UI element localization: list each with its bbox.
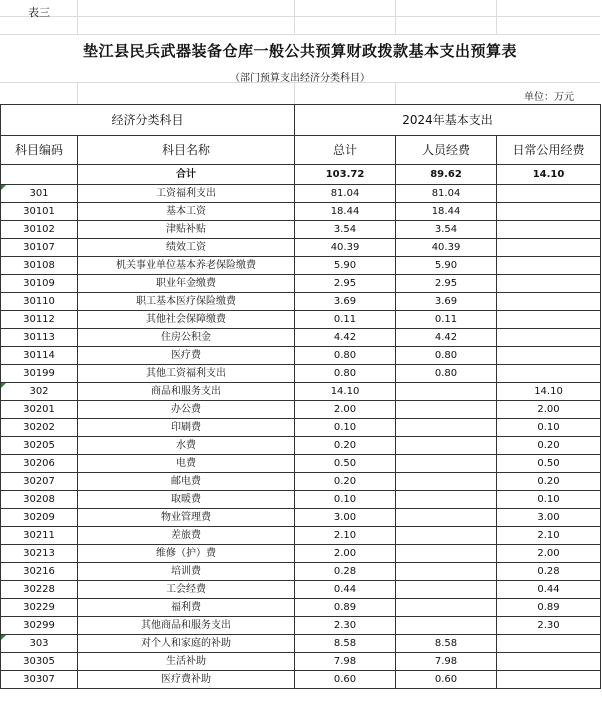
cell-name[interactable]: 工资福利支出 — [78, 185, 295, 203]
cell-public[interactable] — [497, 185, 601, 203]
cell-name[interactable]: 津贴补贴 — [78, 221, 295, 239]
cell-total[interactable]: 8.58 — [295, 635, 396, 653]
cell-name[interactable]: 工会经费 — [78, 581, 295, 599]
table-row — [1, 437, 601, 455]
table-row — [1, 293, 601, 311]
cell-code[interactable]: 30216 — [1, 563, 78, 581]
cell-name[interactable]: 住房公积金 — [78, 329, 295, 347]
page-title: 垫江县民兵武器装备仓库一般公共预算财政拨款基本支出预算表 — [82, 42, 517, 60]
table-row — [1, 671, 601, 689]
cell-personnel[interactable] — [396, 527, 497, 545]
cell-personnel[interactable] — [396, 455, 497, 473]
cell-total[interactable]: 3.54 — [295, 221, 396, 239]
table-row — [1, 491, 601, 509]
total-sum[interactable]: 103.72 — [295, 165, 396, 185]
cell-public[interactable]: 14.10 — [497, 383, 601, 401]
cell-public[interactable]: 2.30 — [497, 617, 601, 635]
cell-personnel[interactable] — [396, 383, 497, 401]
cell-public[interactable] — [497, 203, 601, 221]
cell-personnel[interactable]: 0.11 — [396, 311, 497, 329]
table-row — [1, 599, 601, 617]
cell-code[interactable]: 30110 — [1, 293, 78, 311]
cell-personnel[interactable] — [396, 473, 497, 491]
cell-total[interactable]: 0.89 — [295, 599, 396, 617]
cell-public[interactable]: 0.89 — [497, 599, 601, 617]
table-row — [1, 509, 601, 527]
header-basic-expenditure[interactable]: 2024年基本支出 — [295, 105, 601, 136]
cell-code[interactable]: 30101 — [1, 203, 78, 221]
cell-code[interactable]: 30228 — [1, 581, 78, 599]
header-public[interactable]: 日常公用经费 — [497, 136, 601, 165]
header-code[interactable]: 科目编码 — [1, 136, 78, 165]
cell-code[interactable]: 30205 — [1, 437, 78, 455]
cell-public[interactable] — [497, 329, 601, 347]
cell-personnel[interactable] — [396, 599, 497, 617]
cell-name[interactable]: 差旅费 — [78, 527, 295, 545]
cell-total[interactable]: 2.30 — [295, 617, 396, 635]
cell-personnel[interactable]: 5.90 — [396, 257, 497, 275]
cell-total[interactable]: 2.00 — [295, 401, 396, 419]
total-label[interactable]: 合计 — [78, 165, 295, 185]
cell-personnel[interactable] — [396, 419, 497, 437]
cell-code-text: 302 — [29, 385, 49, 397]
cell-total[interactable]: 0.60 — [295, 671, 396, 689]
cell-personnel[interactable]: 3.54 — [396, 221, 497, 239]
cell-public[interactable]: 0.50 — [497, 455, 601, 473]
cell-public[interactable] — [497, 257, 601, 275]
table-row — [1, 527, 601, 545]
cell-name[interactable]: 邮电费 — [78, 473, 295, 491]
table-row — [1, 239, 601, 257]
cell-personnel[interactable]: 3.69 — [396, 293, 497, 311]
cell-personnel[interactable] — [396, 563, 497, 581]
header-personnel[interactable]: 人员经费 — [396, 136, 497, 165]
cell-code[interactable]: 30102 — [1, 221, 78, 239]
table-row — [1, 563, 601, 581]
table-row — [1, 401, 601, 419]
cell-code-text: 303 — [29, 637, 49, 649]
cell-code[interactable] — [1, 635, 78, 653]
cell-public[interactable] — [497, 221, 601, 239]
cell-name[interactable]: 印刷费 — [78, 419, 295, 437]
cell-code[interactable]: 30229 — [1, 599, 78, 617]
budget-table — [0, 104, 601, 689]
cell-personnel[interactable] — [396, 581, 497, 599]
cell-personnel[interactable]: 8.58 — [396, 635, 497, 653]
cell-code[interactable]: 30213 — [1, 545, 78, 563]
cell-total[interactable]: 0.20 — [295, 437, 396, 455]
header-total[interactable]: 总计 — [295, 136, 396, 165]
cell-code[interactable]: 30201 — [1, 401, 78, 419]
cell-name[interactable]: 其他工资福利支出 — [78, 365, 295, 383]
cell-total[interactable]: 4.42 — [295, 329, 396, 347]
cell-public[interactable]: 2.00 — [497, 545, 601, 563]
cell-public[interactable]: 0.10 — [497, 419, 601, 437]
cell-public[interactable] — [497, 311, 601, 329]
header-name[interactable]: 科目名称 — [78, 136, 295, 165]
cell-public[interactable]: 3.00 — [497, 509, 601, 527]
cell-code[interactable] — [1, 185, 78, 203]
cell-public[interactable] — [497, 275, 601, 293]
total-row — [1, 165, 601, 185]
total-code-cell[interactable] — [1, 165, 78, 185]
cell-name[interactable]: 职工基本医疗保险缴费 — [78, 293, 295, 311]
cell-code[interactable]: 30211 — [1, 527, 78, 545]
cell-public[interactable] — [497, 347, 601, 365]
cell-public[interactable]: 0.20 — [497, 473, 601, 491]
cell-public[interactable]: 0.20 — [497, 437, 601, 455]
cell-code[interactable]: 30199 — [1, 365, 78, 383]
cell-comment-marker-icon — [1, 383, 6, 388]
cell-personnel[interactable] — [396, 401, 497, 419]
cell-name[interactable]: 机关事业单位基本养老保险缴费 — [78, 257, 295, 275]
cell-public[interactable]: 2.00 — [497, 401, 601, 419]
cell-name[interactable]: 医疗费补助 — [78, 671, 295, 689]
table-row — [1, 419, 601, 437]
cell-comment-marker-icon — [1, 635, 6, 640]
cell-code[interactable]: 30109 — [1, 275, 78, 293]
table-row — [1, 635, 601, 653]
cell-total[interactable]: 7.98 — [295, 653, 396, 671]
cell-code[interactable]: 30114 — [1, 347, 78, 365]
cell-personnel[interactable]: 2.95 — [396, 275, 497, 293]
cell-total[interactable]: 0.11 — [295, 311, 396, 329]
table-row — [1, 257, 601, 275]
cell-total[interactable]: 2.00 — [295, 545, 396, 563]
table-row — [1, 203, 601, 221]
unit-label: 单位：万元 — [524, 92, 574, 103]
cell-name[interactable]: 福利费 — [78, 599, 295, 617]
cell-code[interactable]: 30208 — [1, 491, 78, 509]
cell-personnel[interactable]: 4.42 — [396, 329, 497, 347]
cell-total[interactable]: 2.10 — [295, 527, 396, 545]
cell-name[interactable]: 对个人和家庭的补助 — [78, 635, 295, 653]
cell-total[interactable]: 0.44 — [295, 581, 396, 599]
cell-code[interactable]: 30107 — [1, 239, 78, 257]
cell-code[interactable]: 30108 — [1, 257, 78, 275]
cell-public[interactable]: 0.28 — [497, 563, 601, 581]
cell-comment-marker-icon — [1, 185, 6, 190]
total-personnel[interactable]: 89.62 — [396, 165, 497, 185]
cell-code[interactable]: 30307 — [1, 671, 78, 689]
cell-code[interactable]: 30112 — [1, 311, 78, 329]
table-row — [1, 275, 601, 293]
cell-code[interactable]: 30202 — [1, 419, 78, 437]
cell-total[interactable]: 40.39 — [295, 239, 396, 257]
cell-public[interactable] — [497, 365, 601, 383]
cell-total[interactable]: 3.00 — [295, 509, 396, 527]
cell-name[interactable]: 其他商品和服务支出 — [78, 617, 295, 635]
table-row — [1, 221, 601, 239]
table-row — [1, 329, 601, 347]
sheet-label: 表三 — [28, 6, 50, 19]
page-subtitle: （部门预算支出经济分类科目） — [230, 73, 370, 84]
cell-personnel[interactable] — [396, 437, 497, 455]
cell-code-text: 301 — [29, 187, 49, 199]
cell-total[interactable]: 2.95 — [295, 275, 396, 293]
table-row — [1, 365, 601, 383]
cell-total[interactable]: 0.28 — [295, 563, 396, 581]
table-row — [1, 347, 601, 365]
cell-personnel[interactable] — [396, 617, 497, 635]
cell-personnel[interactable]: 81.04 — [396, 185, 497, 203]
cell-name[interactable]: 物业管理费 — [78, 509, 295, 527]
cell-personnel[interactable]: 0.80 — [396, 347, 497, 365]
cell-name[interactable]: 商品和服务支出 — [78, 383, 295, 401]
table-row — [1, 455, 601, 473]
header-econ-category[interactable]: 经济分类科目 — [1, 105, 295, 136]
cell-name[interactable]: 职业年金缴费 — [78, 275, 295, 293]
table-row — [1, 653, 601, 671]
cell-public[interactable]: 0.10 — [497, 491, 601, 509]
cell-total[interactable]: 0.10 — [295, 491, 396, 509]
cell-personnel[interactable]: 0.60 — [396, 671, 497, 689]
cell-name[interactable]: 其他社会保障缴费 — [78, 311, 295, 329]
cell-name[interactable]: 培训费 — [78, 563, 295, 581]
cell-total[interactable]: 3.69 — [295, 293, 396, 311]
table-row — [1, 545, 601, 563]
table-row — [1, 473, 601, 491]
cell-public[interactable] — [497, 293, 601, 311]
cell-name[interactable]: 取暖费 — [78, 491, 295, 509]
cell-code[interactable] — [1, 383, 78, 401]
cell-name[interactable]: 办公费 — [78, 401, 295, 419]
cell-name[interactable]: 绩效工资 — [78, 239, 295, 257]
cell-total[interactable]: 0.50 — [295, 455, 396, 473]
cell-public[interactable]: 0.44 — [497, 581, 601, 599]
cell-personnel[interactable] — [396, 491, 497, 509]
cell-public[interactable] — [497, 671, 601, 689]
cell-public[interactable]: 2.10 — [497, 527, 601, 545]
cell-personnel[interactable]: 18.44 — [396, 203, 497, 221]
cell-total[interactable]: 81.04 — [295, 185, 396, 203]
cell-name[interactable]: 电费 — [78, 455, 295, 473]
table-row — [1, 617, 601, 635]
cell-code[interactable]: 30299 — [1, 617, 78, 635]
cell-name[interactable]: 水费 — [78, 437, 295, 455]
cell-personnel[interactable]: 0.80 — [396, 365, 497, 383]
cell-total[interactable]: 0.80 — [295, 365, 396, 383]
header-column-row — [1, 136, 601, 165]
cell-name[interactable]: 生活补助 — [78, 653, 295, 671]
cell-personnel[interactable] — [396, 509, 497, 527]
cell-code[interactable]: 30113 — [1, 329, 78, 347]
table-row — [1, 383, 601, 401]
cell-name[interactable]: 医疗费 — [78, 347, 295, 365]
cell-total[interactable]: 0.20 — [295, 473, 396, 491]
cell-name[interactable]: 基本工资 — [78, 203, 295, 221]
cell-code[interactable]: 30207 — [1, 473, 78, 491]
cell-total[interactable]: 5.90 — [295, 257, 396, 275]
table-row — [1, 311, 601, 329]
cell-name[interactable]: 维修（护）费 — [78, 545, 295, 563]
cell-code[interactable]: 30206 — [1, 455, 78, 473]
cell-total[interactable]: 18.44 — [295, 203, 396, 221]
cell-public[interactable] — [497, 635, 601, 653]
table-row — [1, 185, 601, 203]
cell-public[interactable] — [497, 653, 601, 671]
cell-personnel[interactable] — [396, 545, 497, 563]
total-public[interactable]: 14.10 — [497, 165, 601, 185]
cell-personnel[interactable]: 7.98 — [396, 653, 497, 671]
cell-personnel[interactable]: 40.39 — [396, 239, 497, 257]
cell-total[interactable]: 0.80 — [295, 347, 396, 365]
cell-public[interactable] — [497, 239, 601, 257]
cell-code[interactable]: 30209 — [1, 509, 78, 527]
cell-total[interactable]: 0.10 — [295, 419, 396, 437]
header-group-row — [1, 105, 601, 136]
cell-total[interactable]: 14.10 — [295, 383, 396, 401]
table-row — [1, 581, 601, 599]
cell-code[interactable]: 30305 — [1, 653, 78, 671]
